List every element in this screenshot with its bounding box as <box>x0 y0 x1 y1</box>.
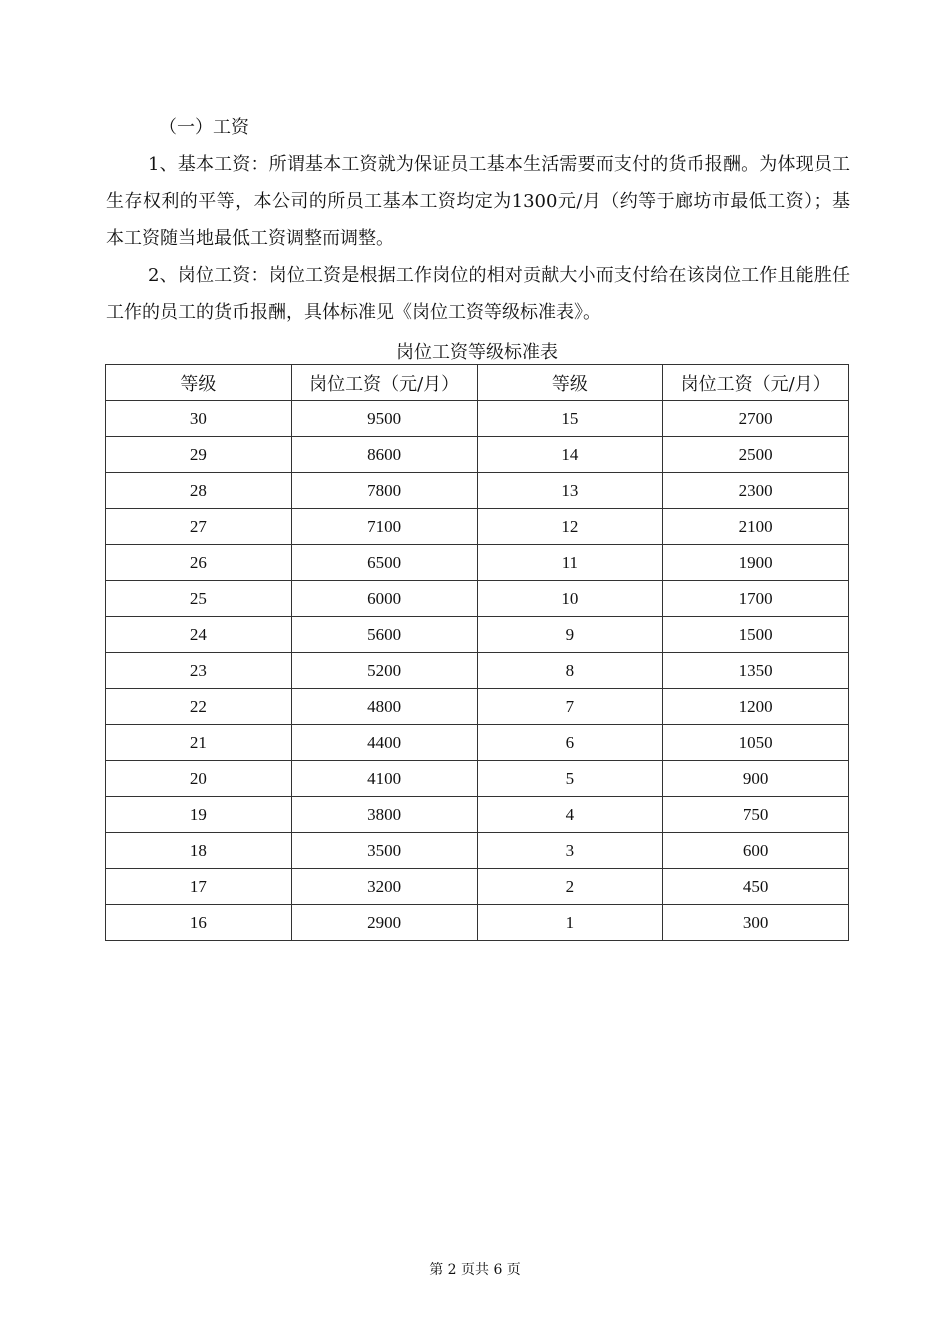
page-number-footer: 第 2 页共 6 页 <box>429 1262 521 1278</box>
header-wage-left: 岗位工资（元/月） <box>291 365 477 401</box>
grade-right-cell: 9 <box>477 617 663 653</box>
wage-right-cell: 450 <box>663 869 849 905</box>
grade-right-cell: 4 <box>477 797 663 833</box>
wage-left-cell: 9500 <box>291 401 477 437</box>
grade-left-cell: 25 <box>106 581 292 617</box>
table-row <box>106 509 849 545</box>
wage-left-cell: 6500 <box>291 545 477 581</box>
table-row <box>106 833 849 869</box>
wage-right-cell: 1050 <box>663 725 849 761</box>
wage-right-cell: 750 <box>663 797 849 833</box>
grade-left-cell: 29 <box>106 437 292 473</box>
wage-right-cell: 600 <box>663 833 849 869</box>
wage-left-cell: 6000 <box>291 581 477 617</box>
basic-wage-paragraph: 1、基本工资：所谓基本工资就为保证员工基本生活需要而支付的货币报酬。为体现员工生存权利的平等，本公司的所员工基本工资均定为1300元/月（约等于廊坊市最低工资）；基本工资随当地最低工资调整而调整。 <box>106 154 850 249</box>
grade-left-cell: 22 <box>106 689 292 725</box>
grade-left-cell: 21 <box>106 725 292 761</box>
wage-right-cell: 1350 <box>663 653 849 689</box>
table-row <box>106 725 849 761</box>
grade-left-cell: 24 <box>106 617 292 653</box>
table-row <box>106 401 849 437</box>
wage-left-cell: 4400 <box>291 725 477 761</box>
grade-right-cell: 7 <box>477 689 663 725</box>
table-row <box>106 905 849 941</box>
table-row <box>106 473 849 509</box>
wage-left-cell: 5600 <box>291 617 477 653</box>
grade-right-cell: 11 <box>477 545 663 581</box>
table-header-row <box>106 365 849 401</box>
table-row <box>106 617 849 653</box>
table-row <box>106 689 849 725</box>
wage-left-cell: 7100 <box>291 509 477 545</box>
post-wage-paragraph: 2、岗位工资：岗位工资是根据工作岗位的相对贡献大小而支付给在该岗位工作且能胜任工作的员工的货币报酬，具体标准见《岗位工资等级标准表》。 <box>106 265 850 323</box>
grade-left-cell: 23 <box>106 653 292 689</box>
header-grade-right: 等级 <box>477 365 663 401</box>
grade-right-cell: 1 <box>477 905 663 941</box>
wage-right-cell: 1500 <box>663 617 849 653</box>
grade-right-cell: 6 <box>477 725 663 761</box>
grade-right-cell: 15 <box>477 401 663 437</box>
wage-right-cell: 1900 <box>663 545 849 581</box>
wage-left-cell: 5200 <box>291 653 477 689</box>
table-row <box>106 545 849 581</box>
wage-right-cell: 1700 <box>663 581 849 617</box>
grade-left-cell: 27 <box>106 509 292 545</box>
wage-right-cell: 900 <box>663 761 849 797</box>
wage-left-cell: 4100 <box>291 761 477 797</box>
table-body <box>106 401 849 941</box>
wage-left-cell: 3200 <box>291 869 477 905</box>
grade-right-cell: 10 <box>477 581 663 617</box>
table-row <box>106 581 849 617</box>
wage-right-cell: 300 <box>663 905 849 941</box>
table-row <box>106 761 849 797</box>
grade-left-cell: 28 <box>106 473 292 509</box>
wage-left-cell: 7800 <box>291 473 477 509</box>
grade-right-cell: 5 <box>477 761 663 797</box>
wage-left-cell: 2900 <box>291 905 477 941</box>
grade-right-cell: 12 <box>477 509 663 545</box>
grade-left-cell: 26 <box>106 545 292 581</box>
grade-left-cell: 16 <box>106 905 292 941</box>
grade-right-cell: 2 <box>477 869 663 905</box>
grade-right-cell: 8 <box>477 653 663 689</box>
grade-left-cell: 30 <box>106 401 292 437</box>
header-wage-right: 岗位工资（元/月） <box>663 365 849 401</box>
wage-left-cell: 8600 <box>291 437 477 473</box>
wage-right-cell: 1200 <box>663 689 849 725</box>
grade-left-cell: 19 <box>106 797 292 833</box>
header-grade-left: 等级 <box>106 365 292 401</box>
grade-wage-table <box>105 364 849 941</box>
grade-right-cell: 3 <box>477 833 663 869</box>
wage-right-cell: 2100 <box>663 509 849 545</box>
table-row <box>106 653 849 689</box>
grade-left-cell: 20 <box>106 761 292 797</box>
wage-right-cell: 2700 <box>663 401 849 437</box>
table-row <box>106 437 849 473</box>
wage-left-cell: 3800 <box>291 797 477 833</box>
grade-left-cell: 18 <box>106 833 292 869</box>
wage-left-cell: 3500 <box>291 833 477 869</box>
wage-left-cell: 4800 <box>291 689 477 725</box>
grade-right-cell: 14 <box>477 437 663 473</box>
grade-left-cell: 17 <box>106 869 292 905</box>
section-heading: （一）工资 <box>159 117 249 138</box>
table-caption: 岗位工资等级标准表 <box>396 342 558 363</box>
table-row <box>106 869 849 905</box>
grade-right-cell: 13 <box>477 473 663 509</box>
wage-right-cell: 2500 <box>663 437 849 473</box>
wage-right-cell: 2300 <box>663 473 849 509</box>
table-row <box>106 797 849 833</box>
